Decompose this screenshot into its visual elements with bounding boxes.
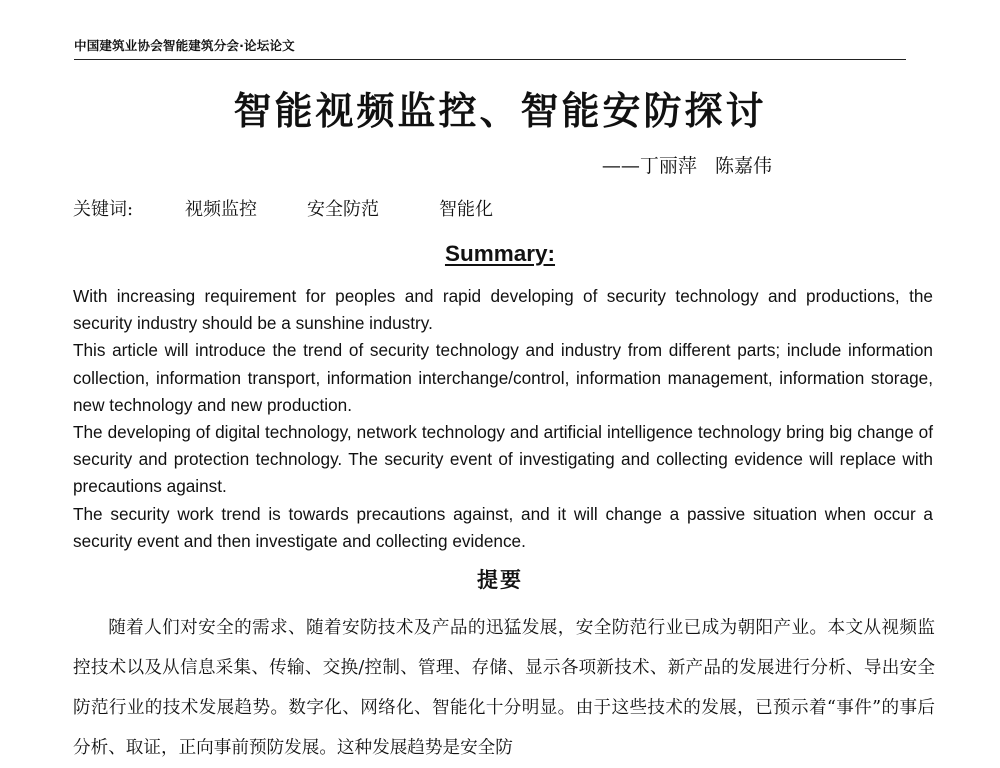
keyword-item: 视频监控 [185, 199, 257, 220]
article-authors: ——丁丽萍 陈嘉伟 [601, 155, 772, 177]
abstract-paragraph: 随着人们对安全的需求、随着安防技术及产品的迅猛发展，安全防范行业已成为朝阳产业。本文从视频监控技术以及从信息采集、传输、交换/控制、管理、存储、显示各项新技术、新产品的发展进行分析、导出安全防范行业的技术发展趋势。数字化、网络化、智能化十分明显。由于这些技术的发展，已预示着“事件”的事后分析、取证，正向事前预防发展。这种发展趋势是安全防 [73, 618, 935, 758]
summary-paragraph: The developing of digital technology, network technology and artificial intelligence technology bring big change of security and protection technology. The security event of investigating and collecting evidence will replace with precautions against. [73, 422, 933, 497]
keywords-line [73, 195, 493, 221]
summary-paragraph: This article will introduce the trend of security technology and industry from different parts; include information collection, information transport, information interchange/control, information management, information storage, new technology and new production. [73, 340, 933, 415]
article-title: 智能视频监控、智能安防探讨 [233, 88, 767, 133]
keyword-item: 智能化 [439, 199, 493, 220]
abstract-heading: 提要 [477, 568, 523, 592]
summary-paragraph: With increasing requirement for peoples and rapid developing of security technology and productions, the security industry should be a sunshine industry. [73, 286, 933, 334]
abstract-body [73, 608, 935, 768]
keywords-label: 关键词: [73, 199, 134, 220]
summary-paragraph: The security work trend is towards precautions against, and it will change a passive situation when occur a security event and then investigate and collecting evidence. [73, 503, 933, 551]
summary-body [73, 283, 933, 555]
running-header: 中国建筑业协会智能建筑分会·论坛论文 [74, 36, 906, 60]
summary-heading: Summary: [444, 241, 556, 266]
keyword-item: 安全防范 [307, 199, 379, 220]
